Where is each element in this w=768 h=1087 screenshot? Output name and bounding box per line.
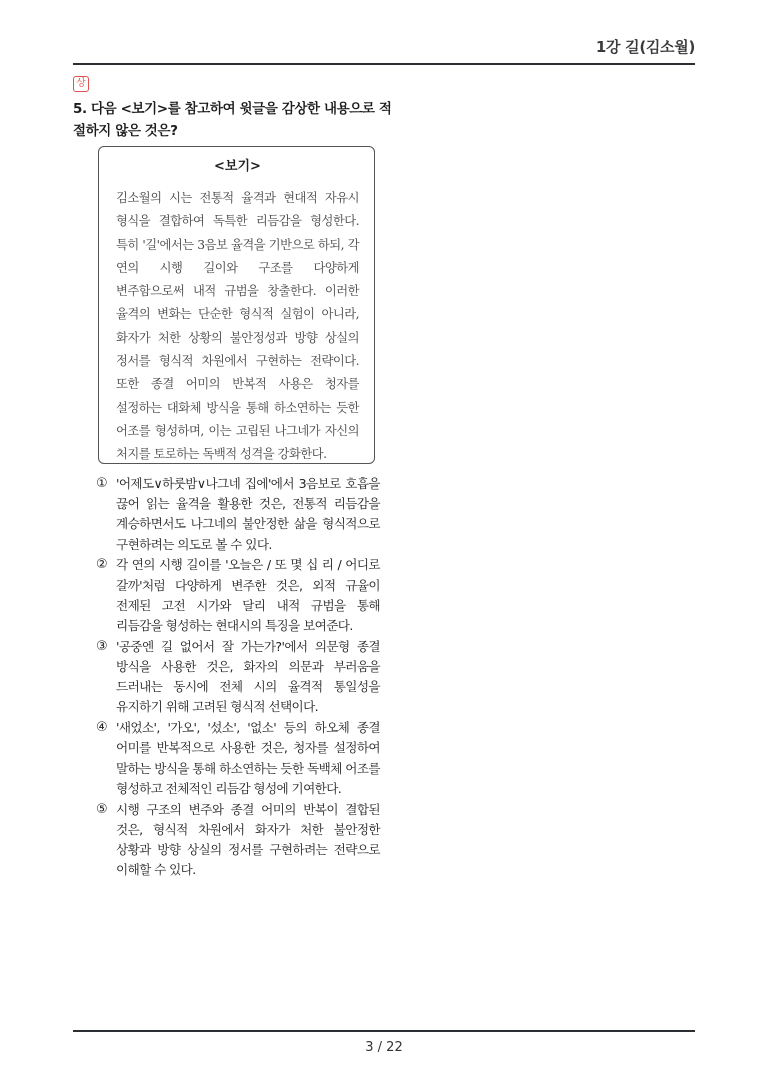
footer-divider xyxy=(73,1030,695,1032)
choice-number: ④ xyxy=(96,720,108,736)
chapter-title: 1강 길(김소월) xyxy=(595,38,695,56)
header-divider xyxy=(73,63,695,65)
choice-text: 각 연의 시행 길이를 '오늘은 / 또 몇 십 리 / 어디로 갈까'처럼 다양하게 변주한 것은, 외적 규율이 전제된 고전 시가와 달리 내적 규범을 통해 리듬감을 형성하는 현대시의 특징을 보여준다. xyxy=(116,557,380,634)
question-text: 5. 다음 <보기>를 참고하여 윗글을 감상한 내용으로 적절하지 않은 것은? xyxy=(73,101,392,139)
answer-choices xyxy=(96,474,380,881)
choice-number: ① xyxy=(96,476,108,491)
choice-1[interactable] xyxy=(96,474,380,555)
choice-text: '새었소', '가오', '섰소', '없소' 등의 하오체 종결 어미를 반복적으로 사용한 것은, 청자를 설정하여 말하는 방식을 통해 하소연하는 듯한 독백체 어조를 형성하고 전체적인 리듬감 형성에 기여한다. xyxy=(116,720,380,796)
choice-3[interactable] xyxy=(96,637,380,718)
choice-2[interactable] xyxy=(96,555,380,636)
choice-text: '공중엔 길 없어서 잘 가는가?'에서 의문형 종결 방식을 사용한 것은, 화자의 의문과 부러움을 드러내는 동시에 전체 시의 율격적 통일성을 유지하기 위해 고려된 형식적 선택이다. xyxy=(116,638,380,715)
choice-text: '어제도∨하룻밤∨나그네 집에'에서 3음보로 호흡을 끊어 읽는 율격을 활용한 것은, 전통적 리듬감을 계승하면서도 나그네의 불안정한 삶을 형식적으로 구현하려는 의도로 볼 수 있다. xyxy=(116,476,380,552)
bogi-title: <보기> xyxy=(214,159,261,174)
choice-text: 시행 구조의 변주와 종결 어미의 반복이 결합된 것은, 형식적 차원에서 화자가 처한 불안정한 상황과 방향 상실의 정서를 구현하려는 전략으로 이해할 수 있다. xyxy=(116,801,380,878)
bogi-body: 김소월의 시는 전통적 율격과 현대적 자유시 형식을 결합하여 독특한 리듬감을 형성한다. 특히 '길'에서는 3음보 율격을 기반으로 하되, 각 연의 시행 길이와 구조를 다양하게 변주함으로써 내적 규범을 창출한다. 이러한 율격의 변화는 단순한 형식적 실험이 아니라, 화자가 처한 상황의 불안정성과 방향 상실의 정서를 형식적 차원에서 구현하는 전략이다. 또한 종결 어미의 반복적 사용은 청자를 설정하는 대화체 방식을 통해 하소연하는 듯한 어조를 형성하며, 이는 고립된 나그네가 자신의 처지를 토로하는 독백적 성격을 강화한다. xyxy=(116,191,359,462)
choice-number: ② xyxy=(96,557,108,573)
choice-4[interactable] xyxy=(96,718,380,799)
choice-number: ⑤ xyxy=(96,801,108,817)
page-number: 3 / 22 xyxy=(365,1040,403,1055)
choice-number: ③ xyxy=(96,638,108,654)
bogi-box xyxy=(98,146,375,464)
choice-5[interactable] xyxy=(96,800,380,881)
difficulty-badge: 상 xyxy=(73,76,89,92)
